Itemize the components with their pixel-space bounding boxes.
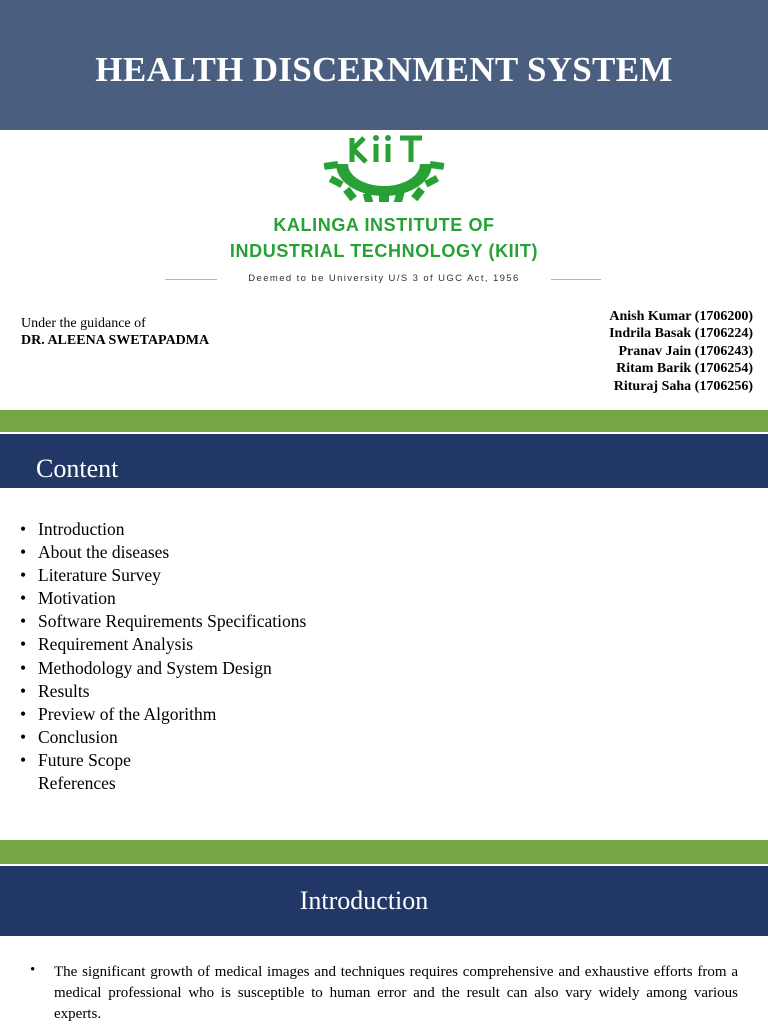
- introduction-slide: [0, 836, 768, 1024]
- bullet-icon: •: [20, 588, 27, 609]
- list-item-text: Methodology and System Design: [38, 657, 272, 678]
- divider-left: [165, 279, 217, 280]
- list-item-text: Introduction: [38, 519, 125, 539]
- list-item: [20, 541, 306, 564]
- content-slide: [0, 398, 768, 836]
- member-item: Pranav Jain (1706243): [618, 343, 753, 359]
- institute-name-line1: KALINGA INSTITUTE OF: [273, 215, 495, 235]
- guide-name: DR. ALEENA SWETAPADMA: [21, 333, 210, 348]
- list-item-text: Preview of the Algorithm: [38, 703, 217, 724]
- list-item: [20, 772, 306, 795]
- bullet-icon: •: [20, 680, 27, 701]
- bullet-icon: •: [20, 657, 27, 678]
- list-item-text: Requirement Analysis: [38, 634, 194, 655]
- content-heading: Content: [36, 454, 119, 483]
- list-item-text: References: [38, 773, 116, 794]
- paragraph-text: The significant growth of medical images and techniques requires comprehensive and exhaustive efforts from a medical professional who is susceptible to human error and the result can also vary widely among various experts.: [54, 964, 738, 1022]
- member-item: Indrila Basak (1706224): [609, 326, 753, 342]
- deemed-university-row: [165, 273, 601, 287]
- guidance-label: Under the guidance of: [21, 316, 146, 331]
- list-item-text: Conclusion: [38, 726, 118, 747]
- list-item: [20, 587, 306, 610]
- bullet-icon: •: [20, 703, 27, 724]
- divider-right: [551, 279, 601, 280]
- introduction-heading: Introduction: [299, 886, 429, 915]
- list-item: [20, 657, 306, 680]
- list-item-text: About the diseases: [38, 542, 170, 563]
- list-item: [20, 749, 306, 772]
- list-item: [20, 633, 306, 656]
- list-item: [20, 610, 306, 633]
- accent-bar: [0, 840, 768, 864]
- member-item: Ritam Barik (1706254): [616, 361, 753, 377]
- bullet-icon: •: [30, 962, 36, 978]
- institute-name-line2: INDUSTRIAL TECHNOLOGY (KIIT): [229, 241, 539, 261]
- presentation-title: HEALTH DISCERNMENT SYSTEM: [95, 50, 673, 89]
- bullet-icon: •: [20, 611, 27, 632]
- bullet-icon: •: [20, 749, 27, 770]
- list-item: [20, 726, 306, 749]
- list-item-text: Motivation: [38, 588, 116, 609]
- list-item: [20, 564, 306, 587]
- bullet-icon: •: [20, 726, 27, 747]
- title-slide: [0, 0, 768, 398]
- list-item: [20, 680, 306, 703]
- bullet-icon: •: [20, 542, 27, 563]
- list-item-text: Results: [38, 680, 90, 701]
- list-item-text: Future Scope: [38, 749, 131, 770]
- list-item-text: Literature Survey: [38, 565, 161, 586]
- bullet-icon: •: [20, 634, 27, 655]
- list-item: [20, 703, 306, 726]
- bullet-icon: •: [20, 519, 27, 539]
- accent-bar: [0, 410, 768, 432]
- guidance-block: [21, 315, 209, 349]
- deemed-university-text: Deemed to be University U/S 3 of UGC Act, 1956: [248, 273, 520, 284]
- member-item: Anish Kumar (1706200): [609, 309, 753, 324]
- bullet-icon: •: [20, 565, 27, 586]
- member-item: Rituraj Saha (1706256): [613, 378, 753, 394]
- list-item: [20, 518, 306, 541]
- table-of-contents: [20, 518, 306, 795]
- title-banner: [0, 0, 768, 130]
- list-item-text: Software Requirements Specifications: [38, 611, 307, 632]
- team-members: [609, 308, 753, 395]
- kiit-logo-icon: [318, 134, 450, 202]
